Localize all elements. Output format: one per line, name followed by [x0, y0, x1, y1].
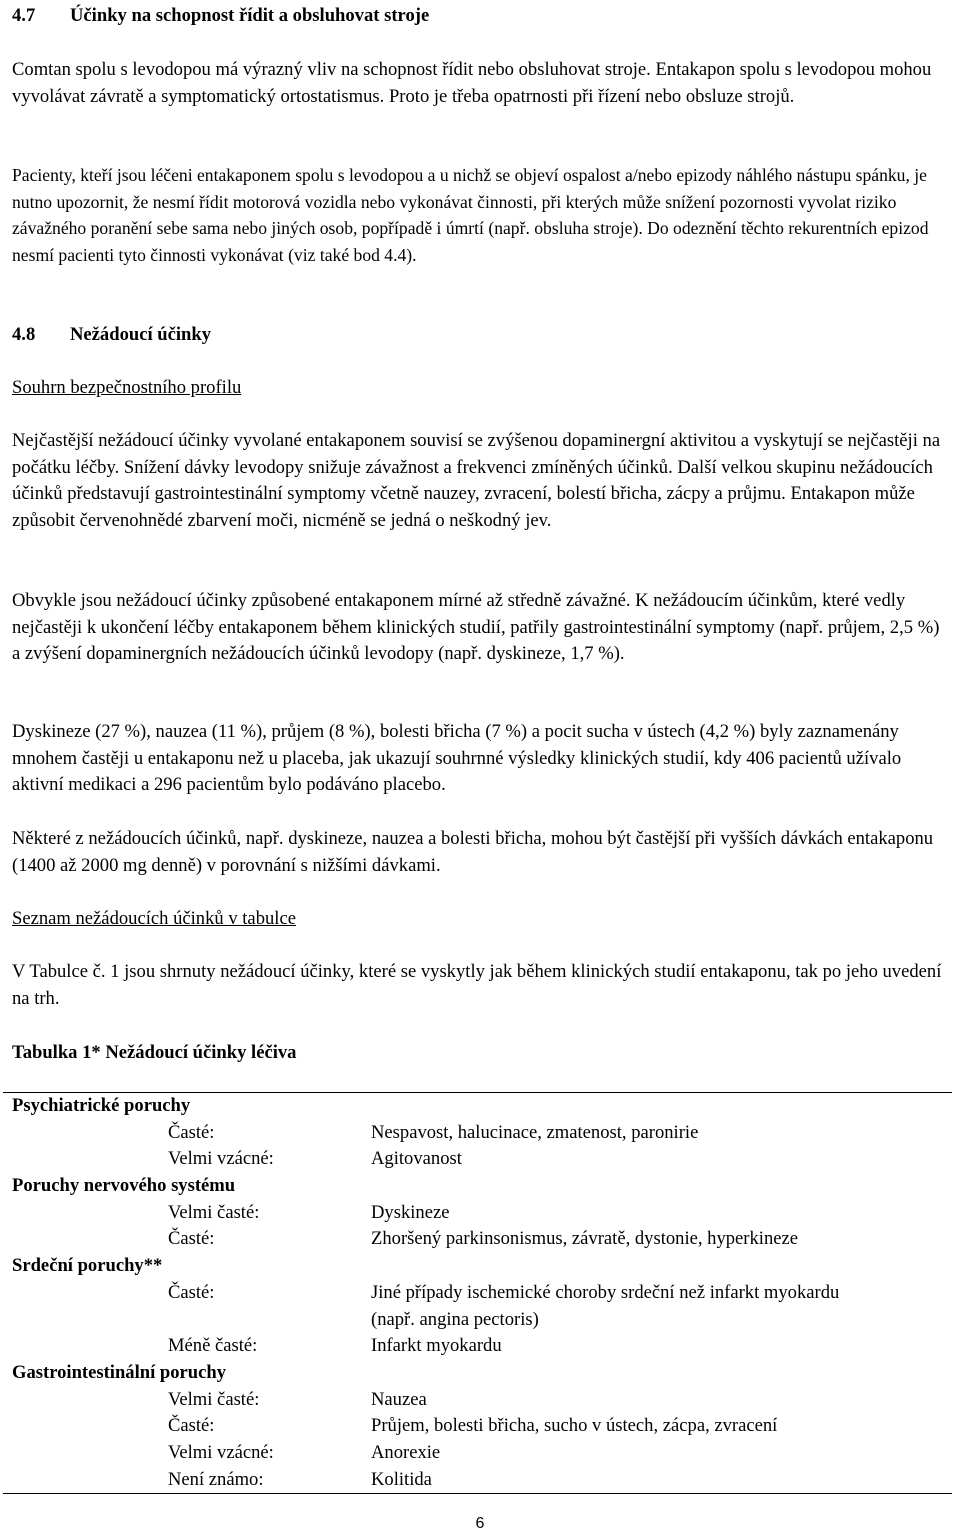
effect-text: Nespavost, halucinace, zmatenost, paronirie [371, 1121, 699, 1143]
table-row [3, 1173, 952, 1200]
table-row [3, 1413, 952, 1440]
frequency-label: Časté: [168, 1415, 215, 1437]
paragraph: Comtan spolu s levodopou má výrazný vliv na schopnost řídit nebo obsluhovat stroje. Entakapon spolu s levodopou mohou vyvolávat závratě a symptomatický ortostatismus. Proto je třeba opatrnosti při řízení nebo obsluze strojů. [12, 59, 932, 107]
table-row [3, 1387, 952, 1414]
frequency-label: Velmi vzácné: [168, 1148, 274, 1170]
table-row [3, 1440, 952, 1467]
effect-text: Jiné případy ischemické choroby srdeční než infarkt myokardu (např. angina pectoris) [371, 1281, 840, 1330]
section-number: 4.8 [12, 324, 36, 345]
frequency-label: Není známo: [168, 1468, 264, 1490]
category-label: Poruchy nervového systému [12, 1175, 236, 1197]
frequency-label: Velmi časté: [168, 1388, 260, 1410]
section-title: Nežádoucí účinky [70, 324, 212, 345]
frequency-label: Časté: [168, 1121, 215, 1143]
table-row [3, 1253, 952, 1280]
table-row [3, 1360, 952, 1387]
paragraph: Nejčastější nežádoucí účinky vyvolané entakaponem souvisí se zvýšenou dopaminergní aktivitou a vyskytují se nejčastěji na počátku léčby. Snížení dávky levodopy snižuje závažnost a frekvenci zmíněných účinků. Další velkou skupinu nežádoucích účinků představují gastrointestinální symptomy včetně nauzey, zvracení, bolestí břicha, zácpy a průjmu. Entakapon může způsobit červenohnědé zbarvení moči, nicméně se jedná o neškodný jev. [12, 430, 941, 532]
table-row [3, 1093, 952, 1120]
category-label: Srdeční poruchy** [12, 1255, 163, 1277]
effect-text: Infarkt myokardu [371, 1335, 502, 1357]
page-number: 6 [475, 1515, 485, 1532]
adverse-reactions-table [3, 1092, 952, 1494]
frequency-label: Časté: [168, 1281, 215, 1303]
effect-text: Nauzea [371, 1388, 427, 1410]
table-row [3, 1333, 952, 1360]
frequency-label: Velmi vzácné: [168, 1441, 274, 1463]
section-4-8-heading [12, 322, 211, 349]
section-number: 4.7 [12, 5, 36, 26]
paragraph: Obvykle jsou nežádoucí účinky způsobené entakaponem mírné až středně závažné. K nežádoucím účinkům, které vedly nejčastěji k ukončení léčby entakaponem během klinických studií, patřily gastrointestinální symptomy (např. průjem, 2,5 %) a zvýšení dopaminergních nežádoucích účinků levodopy (např. dyskineze, 1,7 %). [12, 590, 940, 665]
subheading-table-list: Seznam nežádoucích účinků v tabulce [12, 908, 296, 929]
paragraph: Pacienty, kteří jsou léčeni entakaponem spolu s levodopou a u nichž se objeví ospalost a/nebo epizody náhlého nástupu spánku, je nutno upozornit, že nesmí řídit motorová vozidla nebo vykonávat činnosti, při kterých může snížení pozornosti vyvolat riziko závažného poranění sebe sama nebo jiných osob, popřípadě i úmrtí (např. obsluha stroje). Do odeznění těchto rekurentních epizod nesmí pacienti tyto činnosti vykonávat (viz také bod 4.4). [12, 165, 929, 265]
effect-text: Anorexie [371, 1441, 441, 1463]
subheading-safety-profile: Souhrn bezpečnostního profilu [12, 377, 242, 398]
section-title: Účinky na schopnost řídit a obsluhovat stroje [70, 5, 430, 26]
table-row [3, 1467, 952, 1494]
effect-text: Průjem, bolesti břicha, sucho v ústech, zácpa, zvracení [371, 1415, 778, 1437]
table-row [3, 1226, 952, 1253]
paragraph: Dyskineze (27 %), nauzea (11 %), průjem (8 %), bolesti břicha (7 %) a pocit sucha v ústech (4,2 %) byly zaznamenány mnohem častěji u entakaponu než u placeba, jak ukazují souhrnné výsledky klinických studií, kdy 406 pacientů užívalo aktivní medikaci a 296 pacientům bylo podáváno placebo. [12, 721, 902, 796]
table-row [3, 1120, 952, 1147]
table-row [3, 1280, 952, 1333]
frequency-label: Méně časté: [168, 1335, 258, 1357]
effect-text: Dyskineze [371, 1201, 450, 1223]
frequency-label: Velmi časté: [168, 1201, 260, 1223]
paragraph: V Tabulce č. 1 jsou shrnuty nežádoucí účinky, které se vyskytly jak během klinických studií entakaponu, tak po jeho uvedení na trh. [12, 961, 942, 1009]
category-label: Psychiatrické poruchy [12, 1095, 191, 1116]
effect-text: Zhoršený parkinsonismus, závratě, dystonie, hyperkineze [371, 1228, 799, 1250]
effect-text: Kolitida [371, 1468, 432, 1490]
table-row [3, 1200, 952, 1227]
frequency-label: Časté: [168, 1228, 215, 1250]
category-label: Gastrointestinální poruchy [12, 1361, 227, 1383]
section-4-7-heading [12, 3, 429, 30]
paragraph: Některé z nežádoucích účinků, např. dyskineze, nauzea a bolesti břicha, mohou být častější při vyšších dávkách entakaponu (1400 až 2000 mg denně) v porovnání s nižšími dávkami. [12, 828, 934, 876]
effect-text: Agitovanost [371, 1148, 462, 1170]
table-row [3, 1146, 952, 1173]
table-title: Tabulka 1* Nežádoucí účinky léčiva [12, 1042, 297, 1063]
